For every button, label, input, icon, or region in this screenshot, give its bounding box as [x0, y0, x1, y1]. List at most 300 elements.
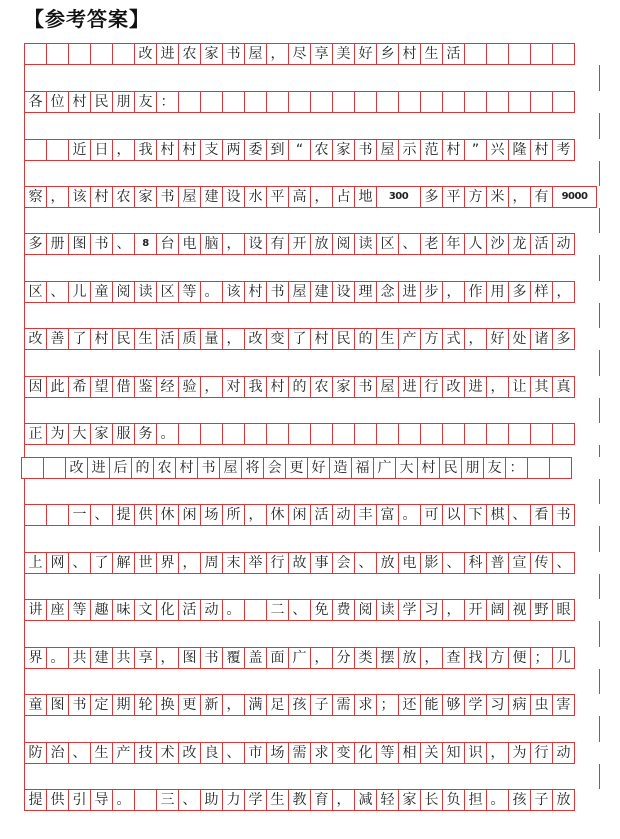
- grid-cell: ，: [486, 742, 509, 764]
- grid-cell: ；: [376, 694, 399, 716]
- grid-cell: 二: [266, 599, 289, 621]
- grid-cell: 网: [46, 552, 69, 574]
- grid-cell: 该: [222, 281, 245, 303]
- grid-cell: 讲: [24, 599, 47, 621]
- grid-cell: [178, 423, 201, 445]
- grid-cell: 方: [486, 647, 509, 669]
- grid-cell: 读: [354, 233, 377, 255]
- grid-cell: [442, 423, 465, 445]
- grid-cell: 阅: [354, 599, 377, 621]
- grid-cell: ”: [464, 139, 487, 161]
- grid-cell: 因: [24, 376, 47, 398]
- grid-cell: 。: [222, 599, 245, 621]
- grid-cell: ，: [420, 647, 443, 669]
- grid-cell: 担: [464, 789, 487, 811]
- grid-cell: 休: [156, 504, 179, 526]
- grid-cell: 该: [68, 186, 91, 208]
- grid-cell: [464, 91, 487, 113]
- grid-cell: 以: [442, 504, 465, 526]
- grid-cell: [68, 43, 91, 65]
- grid-cell: 念: [376, 281, 399, 303]
- grid-cell: 覆: [222, 647, 245, 669]
- grid-cell: 找: [464, 647, 487, 669]
- grid-cell: 良: [200, 742, 223, 764]
- grid-cell: 下: [464, 504, 487, 526]
- grid-cell: 视: [508, 599, 531, 621]
- grid-cell: 地: [354, 186, 377, 208]
- grid-cell: [549, 457, 572, 479]
- grid-cell: 阅: [332, 233, 355, 255]
- grid-cell: 丰: [354, 504, 377, 526]
- grid-cell: 步: [420, 281, 443, 303]
- grid-cell: 享: [310, 43, 333, 65]
- grid-cell: 足: [266, 694, 289, 716]
- grid-cell: 教: [288, 789, 311, 811]
- grid-cell: 希: [68, 376, 91, 398]
- grid-cell: ，: [222, 328, 245, 350]
- grid-cell: 子: [310, 694, 333, 716]
- row-spacer: [24, 716, 600, 742]
- grid-cell: 民: [332, 328, 355, 350]
- grid-cell: 有: [530, 186, 553, 208]
- grid-cell: 需: [288, 742, 311, 764]
- grid-cell: 沙: [486, 233, 509, 255]
- grid-cell: 龙: [508, 233, 531, 255]
- grid-cell: 还: [398, 694, 421, 716]
- grid-cell: 图: [46, 694, 69, 716]
- grid-cell: 平: [442, 186, 465, 208]
- grid-cell: 善: [46, 328, 69, 350]
- grid-cell: 子: [530, 789, 553, 811]
- grid-cell: 场: [200, 504, 223, 526]
- grid-cell: 活: [178, 599, 201, 621]
- grid-cell: 范: [420, 139, 443, 161]
- grid-cell: 世: [134, 552, 157, 574]
- grid-cell: [112, 43, 135, 65]
- grid-cell: [486, 91, 509, 113]
- grid-cell: 农: [310, 139, 333, 161]
- grid-cell: 阅: [112, 281, 135, 303]
- grid-cell: 脑: [200, 233, 223, 255]
- grid-cell: 农: [112, 186, 135, 208]
- grid-cell: 变: [266, 328, 289, 350]
- grid-cell: ，: [552, 281, 575, 303]
- grid-cell: 区: [24, 281, 47, 303]
- grid-cell: ，: [332, 789, 355, 811]
- row-spacer: [24, 526, 600, 552]
- grid-cell: [266, 91, 289, 113]
- grid-cell: [376, 91, 399, 113]
- grid-cell: 摆: [376, 647, 399, 669]
- grid-cell: 求: [354, 694, 377, 716]
- grid-cell: 的: [131, 457, 154, 479]
- grid-row: [24, 376, 574, 398]
- grid-cell: 免: [310, 599, 333, 621]
- grid-cell: 位: [46, 91, 69, 113]
- grid-cell: 兴: [486, 139, 509, 161]
- grid-cell: 生: [90, 742, 113, 764]
- grid-cell: 变: [332, 742, 355, 764]
- grid-cell: 进: [87, 457, 110, 479]
- grid-cell: 占: [332, 186, 355, 208]
- grid-cell: 放: [376, 552, 399, 574]
- grid-cell: 农: [310, 376, 333, 398]
- grid-cell: 读: [134, 281, 157, 303]
- grid-cell: 放: [552, 789, 575, 811]
- grid-cell: 科: [464, 552, 487, 574]
- grid-cell: 童: [24, 694, 47, 716]
- grid-cell: 求: [310, 742, 333, 764]
- grid-cell: [24, 139, 47, 161]
- grid-cell: 生: [134, 328, 157, 350]
- grid-cell: 新: [200, 694, 223, 716]
- grid-cell: [43, 457, 66, 479]
- grid-cell: 周: [200, 552, 223, 574]
- grid-cell: 望: [90, 376, 113, 398]
- grid-cell: 期: [112, 694, 135, 716]
- grid-cell: 提: [24, 789, 47, 811]
- grid-cell: 理: [354, 281, 377, 303]
- grid-cell: 书: [222, 43, 245, 65]
- grid-cell: 化: [156, 599, 179, 621]
- grid-cell: 虫: [530, 694, 553, 716]
- grid-cell: 家: [332, 139, 355, 161]
- grid-cell: 享: [134, 647, 157, 669]
- grid-cell: 好: [307, 457, 330, 479]
- grid-cell: 村: [398, 43, 421, 65]
- grid-cell: 。: [200, 281, 223, 303]
- grid-cell: 村: [156, 139, 179, 161]
- grid-cell: 建: [90, 647, 113, 669]
- row-spacer: [24, 764, 600, 789]
- grid-cell: 电: [178, 233, 201, 255]
- grid-cell: 鉴: [134, 376, 157, 398]
- grid-cell: ；: [530, 647, 553, 669]
- grid-cell: [486, 43, 509, 65]
- grid-cell: 普: [486, 552, 509, 574]
- grid-cell: [376, 423, 399, 445]
- grid-cell: 朋: [112, 91, 135, 113]
- grid-cell: 共: [68, 647, 91, 669]
- grid-cell: [464, 43, 487, 65]
- grid-cell: 台: [156, 233, 179, 255]
- grid-cell: 正: [24, 423, 47, 445]
- grid-cell: [222, 423, 245, 445]
- grid-cell: [530, 423, 553, 445]
- grid-cell: ，: [442, 599, 465, 621]
- grid-cell: 富: [376, 504, 399, 526]
- grid-cell: [420, 91, 443, 113]
- grid-cell: 多: [420, 186, 443, 208]
- grid-cell: [420, 423, 443, 445]
- grid-cell: ，: [508, 186, 531, 208]
- grid-cell: 、: [90, 504, 113, 526]
- grid-cell: ，: [200, 376, 223, 398]
- grid-row: [24, 504, 574, 526]
- grid-cell: 面: [266, 647, 289, 669]
- grid-cell: 8: [134, 233, 157, 255]
- grid-cell: 、: [552, 552, 575, 574]
- grid-cell: 多: [24, 233, 47, 255]
- grid-cell: 举: [244, 552, 267, 574]
- grid-row: [24, 599, 574, 621]
- grid-cell: 。: [156, 423, 179, 445]
- grid-cell: 读: [376, 599, 399, 621]
- grid-cell: 所: [222, 504, 245, 526]
- grid-cell: 此: [46, 376, 69, 398]
- grid-cell: 孩: [288, 694, 311, 716]
- grid-cell: 大: [395, 457, 418, 479]
- grid-cell: 进: [398, 281, 421, 303]
- grid-cell: ，: [310, 647, 333, 669]
- grid-cell: [508, 43, 531, 65]
- grid-cell: 大: [68, 423, 91, 445]
- grid-cell: [244, 423, 267, 445]
- grid-cell: 生: [420, 43, 443, 65]
- row-spacer: [24, 574, 600, 599]
- grid-cell: 育: [310, 789, 333, 811]
- grid-cell: 后: [109, 457, 132, 479]
- grid-cell: ，: [266, 43, 289, 65]
- grid-cell: 多: [508, 281, 531, 303]
- grid-row: [24, 647, 574, 669]
- grid-cell: 支: [200, 139, 223, 161]
- grid-cell: 市: [244, 742, 267, 764]
- grid-cell: ，: [310, 186, 333, 208]
- grid-cell: 了: [68, 328, 91, 350]
- grid-cell: 产: [112, 742, 135, 764]
- grid-row: [24, 328, 574, 350]
- grid-cell: [288, 423, 311, 445]
- grid-cell: [24, 504, 47, 526]
- grid-cell: 、: [46, 281, 69, 303]
- grid-cell: 更: [285, 457, 308, 479]
- grid-cell: 册: [46, 233, 69, 255]
- grid-cell: 到: [266, 139, 289, 161]
- grid-cell: [332, 91, 355, 113]
- grid-cell: 用: [486, 281, 509, 303]
- grid-cell: 察: [24, 186, 47, 208]
- grid-cell: 式: [442, 328, 465, 350]
- grid-cell: 年: [442, 233, 465, 255]
- grid-cell: 书: [90, 233, 113, 255]
- row-spacer: [24, 303, 600, 328]
- grid-cell: 宣: [508, 552, 531, 574]
- row-spacer: [24, 65, 600, 91]
- grid-cell: 味: [112, 599, 135, 621]
- grid-cell: ，: [178, 552, 201, 574]
- grid-cell: [266, 423, 289, 445]
- grid-cell: 改: [178, 742, 201, 764]
- grid-cell: 活: [310, 504, 333, 526]
- grid-cell: 界: [24, 647, 47, 669]
- grid-cell: 村: [266, 376, 289, 398]
- grid-cell: 样: [530, 281, 553, 303]
- grid-cell: 传: [530, 552, 553, 574]
- grid-cell: 改: [442, 376, 465, 398]
- grid-cell: 学: [244, 789, 267, 811]
- grid-cell: 童: [90, 281, 113, 303]
- grid-cell: ，: [156, 647, 179, 669]
- grid-cell: 真: [552, 376, 575, 398]
- grid-cell: 了: [288, 328, 311, 350]
- grid-cell: 、: [354, 552, 377, 574]
- grid-cell: 、: [178, 789, 201, 811]
- grid-cell: 学: [464, 694, 487, 716]
- grid-cell: 其: [530, 376, 553, 398]
- grid-cell: [527, 457, 550, 479]
- grid-cell: [398, 91, 421, 113]
- grid-cell: 便: [508, 647, 531, 669]
- grid-cell: ：: [505, 457, 528, 479]
- grid-cell: 供: [134, 504, 157, 526]
- grid-cell: 行: [266, 552, 289, 574]
- grid-cell: 界: [156, 552, 179, 574]
- grid-cell: 村: [175, 457, 198, 479]
- grid-cell: 民: [90, 91, 113, 113]
- grid-cell: 害: [552, 694, 575, 716]
- grid-cell: 能: [420, 694, 443, 716]
- grid-row: [24, 233, 574, 255]
- grid-cell: 、: [508, 504, 531, 526]
- grid-cell: 、: [68, 742, 91, 764]
- row-spacer: [24, 255, 600, 281]
- grid-cell: 屋: [244, 43, 267, 65]
- grid-cell: 轻: [376, 789, 399, 811]
- grid-cell: 福: [351, 457, 374, 479]
- grid-row: [24, 552, 574, 574]
- grid-cell: 等: [178, 281, 201, 303]
- grid-cell: 友: [134, 91, 157, 113]
- grid-cell: 导: [90, 789, 113, 811]
- grid-cell: 需: [332, 694, 355, 716]
- grid-cell: ，: [222, 694, 245, 716]
- grid-cell: 设: [332, 281, 355, 303]
- grid-cell: 开: [464, 599, 487, 621]
- grid-cell: 村: [90, 186, 113, 208]
- grid-cell: 相: [398, 742, 421, 764]
- grid-cell: 生: [376, 328, 399, 350]
- grid-cell: 家: [134, 186, 157, 208]
- grid-cell: 儿: [552, 647, 575, 669]
- grid-cell: 尽: [288, 43, 311, 65]
- grid-cell: 事: [310, 552, 333, 574]
- grid-cell: 建: [310, 281, 333, 303]
- grid-cell: [464, 423, 487, 445]
- grid-cell: 学: [398, 599, 421, 621]
- grid-cell: 方: [420, 328, 443, 350]
- grid-cell: 区: [376, 233, 399, 255]
- grid-cell: 习: [486, 694, 509, 716]
- grid-cell: 、: [68, 552, 91, 574]
- grid-cell: 生: [266, 789, 289, 811]
- grid-cell: 座: [46, 599, 69, 621]
- grid-cell: 将: [241, 457, 264, 479]
- grid-cell: 平: [266, 186, 289, 208]
- grid-cell: 孩: [508, 789, 531, 811]
- grid-cell: 设: [244, 233, 267, 255]
- grid-cell: [46, 43, 69, 65]
- grid-cell: 会: [263, 457, 286, 479]
- grid-cell: 闲: [288, 504, 311, 526]
- grid-cell: 人: [464, 233, 487, 255]
- grid-cell: 等: [68, 599, 91, 621]
- grid-cell: 民: [112, 328, 135, 350]
- grid-cell: 助: [200, 789, 223, 811]
- row-spacer: [24, 161, 600, 186]
- grid-cell: 改: [244, 328, 267, 350]
- grid-cell: 多: [552, 328, 575, 350]
- grid-cell: 化: [354, 742, 377, 764]
- answer-heading: 【参考答案】: [24, 7, 150, 31]
- row-spacer: [24, 669, 600, 694]
- grid-cell: [508, 91, 531, 113]
- grid-cell: 朋: [461, 457, 484, 479]
- grid-cell: [46, 139, 69, 161]
- grid-cell: 让: [508, 376, 531, 398]
- grid-cell: 屋: [288, 281, 311, 303]
- grid-cell: [398, 423, 421, 445]
- grid-cell: 供: [46, 789, 69, 811]
- row-spacer: [24, 113, 600, 139]
- grid-cell: 动: [200, 599, 223, 621]
- grid-cell: 示: [398, 139, 421, 161]
- grid-cell: 有: [266, 233, 289, 255]
- grid-cell: [90, 43, 113, 65]
- grid-cell: 。: [398, 504, 421, 526]
- grid-cell: ：: [156, 91, 179, 113]
- grid-cell: 眼: [552, 599, 575, 621]
- grid-cell: 、: [288, 599, 311, 621]
- grid-cell: 故: [288, 552, 311, 574]
- grid-row: [24, 694, 574, 716]
- grid-cell: 三: [156, 789, 179, 811]
- grid-cell: 进: [464, 376, 487, 398]
- grid-cell: 类: [354, 647, 377, 669]
- grid-cell: 造: [329, 457, 352, 479]
- grid-cell: 质: [178, 328, 201, 350]
- grid-cell: 够: [442, 694, 465, 716]
- grid-cell: 设: [222, 186, 245, 208]
- grid-cell: 书: [266, 281, 289, 303]
- grid-cell: 米: [486, 186, 509, 208]
- grid-cell: 书: [68, 694, 91, 716]
- grid-cell: 书: [354, 376, 377, 398]
- row-spacer: [24, 350, 600, 376]
- grid-cell: 。: [112, 789, 135, 811]
- grid-cell: 盖: [244, 647, 267, 669]
- grid-cell: 开: [288, 233, 311, 255]
- grid-cell: 防: [24, 742, 47, 764]
- grid-cell: 会: [332, 552, 355, 574]
- grid-cell: 美: [332, 43, 355, 65]
- grid-cell: 两: [222, 139, 245, 161]
- grid-cell: 减: [354, 789, 377, 811]
- grid-cell: 场: [266, 742, 289, 764]
- grid-cell: 村: [310, 328, 333, 350]
- grid-cell: 休: [266, 504, 289, 526]
- grid-cell: 末: [222, 552, 245, 574]
- row-spacer: [24, 445, 600, 457]
- grid-cell: 为: [46, 423, 69, 445]
- grid-cell: 病: [508, 694, 531, 716]
- grid-cell: 水: [244, 186, 267, 208]
- grid-cell: 。: [46, 647, 69, 669]
- grid-cell: 趣: [90, 599, 113, 621]
- grid-cell: [244, 91, 267, 113]
- grid-cell: 电: [398, 552, 421, 574]
- grid-cell: 换: [156, 694, 179, 716]
